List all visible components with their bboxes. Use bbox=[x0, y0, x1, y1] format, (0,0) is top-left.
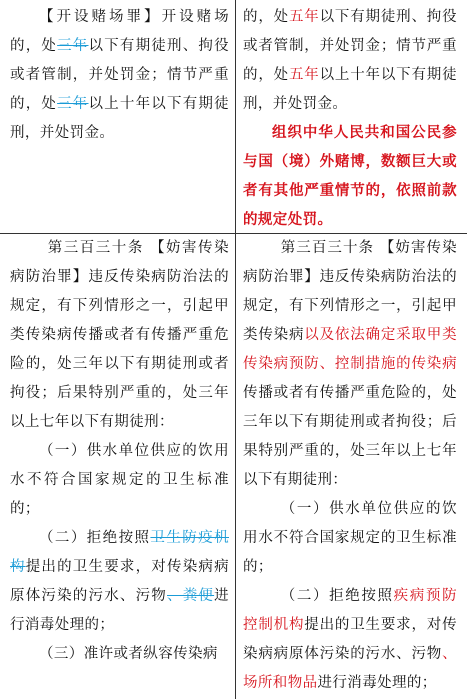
item-2 bbox=[243, 582, 457, 698]
inserted-text: 五年 bbox=[288, 67, 320, 83]
amended-gambling-paragraph bbox=[243, 3, 457, 119]
cell-amended-article-330 bbox=[243, 234, 457, 699]
text-segment: 的，处 bbox=[243, 9, 289, 25]
text-segment: 【开设赌场罪】开设赌场的，处 bbox=[10, 9, 229, 54]
original-gambling-paragraph bbox=[10, 3, 229, 148]
cell-original-gambling bbox=[10, 3, 229, 231]
cell-original-article-330 bbox=[10, 234, 229, 699]
cell-amended-gambling bbox=[243, 3, 457, 231]
item-1: （一）供水单位供应的饮用水不符合国家规定的卫生标准的； bbox=[10, 443, 229, 517]
text-segment: 进行消毒处理的； bbox=[317, 675, 437, 691]
inserted-text: 以及依法确定采取甲类传染病预防、控制措施的传染病 bbox=[243, 327, 457, 372]
text-segment: 提出的卫生要求，对传染病病原体污染的污水、污物 bbox=[243, 617, 457, 662]
article-heading bbox=[243, 234, 457, 495]
deleted-text: 三年 bbox=[57, 38, 89, 54]
deleted-text: 、粪便 bbox=[167, 588, 215, 604]
inserted-text: 疾病预防控制机构 bbox=[243, 588, 457, 633]
deleted-text: 三年 bbox=[57, 96, 89, 112]
text-segment: 进行消毒处理的； bbox=[10, 588, 229, 633]
added-paragraph: 组织中华人民共和国公民参与国（境）外赌博，数额巨大或者有其他严重情节的，依照前款的规定处罚。 bbox=[243, 125, 457, 228]
text-segment: （二）拒绝按照 bbox=[280, 588, 394, 604]
text-segment: 以上十年以下有期徒刑，并处罚金。 bbox=[243, 67, 457, 112]
text-segment: 以上十年以下有期徒刑，并处罚金。 bbox=[10, 96, 229, 141]
text-segment: 以下有期徒刑、拘役或者管制，并处罚金；情节严重的，处 bbox=[243, 9, 457, 83]
article-heading: 第三百三十条 【妨害传染病防治罪】违反传染病防治法的规定，有下列情形之一，引起甲类传染病传播或者有传播严重危险的，处三年以下有期徒刑或者拘役；后果特别严重的，处三年以上七年以下有期徒刑： bbox=[10, 240, 229, 430]
inserted-text: 五年 bbox=[288, 9, 320, 25]
text-segment: 提出的卫生要求，对传染病病原体污染的污水、污物 bbox=[10, 559, 229, 604]
text-segment: （二）拒绝按照 bbox=[39, 530, 151, 546]
text-segment: 第三百三十条 【妨害传染病防治罪】违反传染病防治法的规定，有下列情形之一，引起甲类传染病 bbox=[243, 240, 457, 343]
deleted-text: 卫生防疫机构 bbox=[10, 530, 229, 575]
text-segment: 传播或者有传播严重危险的，处三年以下有期徒刑或者拘役；后果特别严重的，处三年以上七年以下有期徒刑： bbox=[243, 385, 457, 488]
item-1: （一）供水单位供应的饮用水不符合国家规定的卫生标准的； bbox=[243, 501, 457, 575]
text-segment: 以下有期徒刑、拘役或者管制，并处罚金；情节严重的，处 bbox=[10, 38, 229, 112]
item-3: （三）准许或者纵容传染病 bbox=[39, 646, 218, 662]
column-divider bbox=[235, 0, 236, 699]
inserted-text: 、场所和物品 bbox=[243, 646, 457, 691]
item-2 bbox=[10, 524, 229, 640]
